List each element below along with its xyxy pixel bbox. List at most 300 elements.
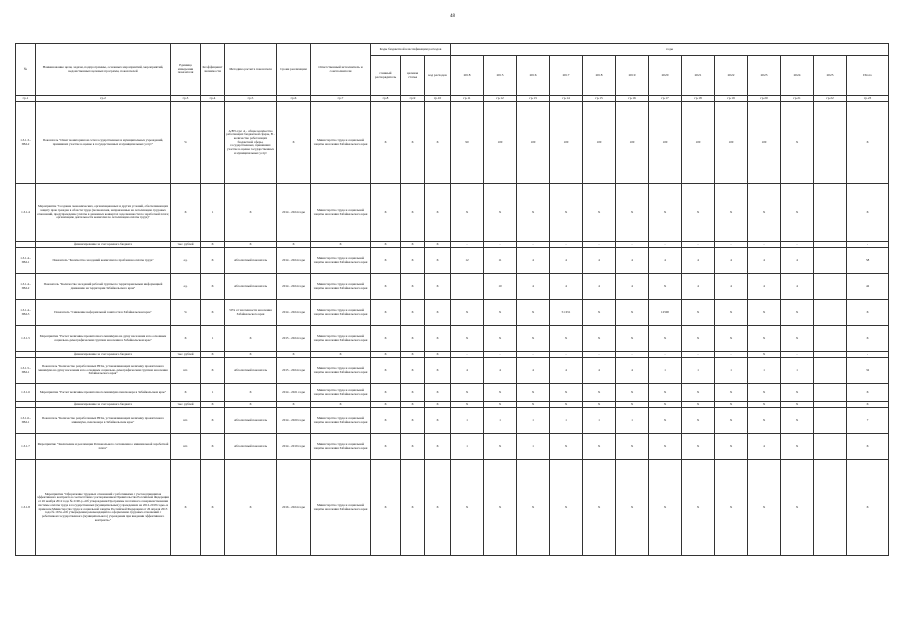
row-year-value: Х (484, 460, 517, 556)
header-year: 2018 (583, 56, 616, 96)
row-method: Х (225, 384, 277, 402)
row-number: 1.3.1.4.-ПМ-3 (16, 300, 36, 326)
row-year-value: Х (517, 326, 550, 352)
row-year-value: 1 (748, 358, 781, 384)
row-method: А/В% где: А - общее количество работающих бюджетной сферы, В - количество работающих бюджетной сферы, государственных, принявших участие в оценке государственных и муниципальных услуг (225, 102, 277, 184)
row-number: 1.3.1.6 (16, 384, 36, 402)
row-year-value: Х (484, 434, 517, 460)
row-method: Абсолютный показатель (225, 248, 277, 274)
column-number: гр.19 (715, 96, 748, 102)
row-period: 2014 - 2019 годы (277, 434, 311, 460)
row-year-value: Х (583, 300, 616, 326)
row-year-value: Х (484, 300, 517, 326)
row-year-value: 1 (616, 408, 649, 434)
row-year-value: Х (748, 352, 781, 358)
row-code: Х (401, 408, 425, 434)
row-name: Мероприятие "Создание экономических, организационных и других условий, обеспечивающих защиту прав граждан в области труда (полномочия, направленные на легализацию трудовых отношений, предупреждение уплаты в денежных конвертах задолженности по заработной плате; организацию деятельности комиссии по легализации оплаты труда)" (36, 184, 171, 242)
row-year-value: 4 (550, 274, 583, 300)
row-year-value: 100 (682, 102, 715, 184)
row-year-value: Х (550, 434, 583, 460)
row-year-value: Х (781, 326, 814, 352)
row-total: Х (847, 434, 889, 460)
row-year-value: 11 (484, 248, 517, 274)
row-year-value: 4 (616, 358, 649, 384)
row-period: Х (277, 242, 311, 248)
row-responsible: Х (311, 352, 371, 358)
table-row (16, 326, 889, 352)
row-method: Абсолютный показатель (225, 358, 277, 384)
row-year-value: - (517, 352, 550, 358)
row-year-value: - (781, 242, 814, 248)
row-year-value: Х (517, 384, 550, 402)
header-year: 2022 (715, 56, 748, 96)
row-year-value: Х (715, 300, 748, 326)
row-method: Х (225, 184, 277, 242)
row-year-value: 12500 (649, 300, 682, 326)
row-year-value: Х (649, 408, 682, 434)
row-coef: 1 (201, 326, 225, 352)
row-year-value: Х (748, 300, 781, 326)
page-number: 48 (450, 14, 455, 19)
row-period: 2014 - 2024 годы (277, 248, 311, 274)
row-responsible: Х (311, 242, 371, 248)
column-number: гр.11 (451, 96, 484, 102)
row-code: Х (401, 358, 425, 384)
row-year-value: 4 (583, 248, 616, 274)
row-year-value: - (550, 352, 583, 358)
row-year-value: 1 (517, 434, 550, 460)
row-year-value: - (616, 242, 649, 248)
row-code: Х (425, 242, 451, 248)
row-year-value: 1 (484, 408, 517, 434)
row-year-value: 4 (748, 434, 781, 460)
row-total: 42 (847, 274, 889, 300)
row-year-value: 4 (682, 274, 715, 300)
row-year-value: Х (649, 274, 682, 300)
row-year-value: Х (781, 460, 814, 556)
row-total: Х (847, 300, 889, 326)
row-year-value: Х (715, 460, 748, 556)
row-code: Х (371, 434, 401, 460)
header-year: 2021 (682, 56, 715, 96)
row-year-value (814, 184, 847, 242)
row-coef: Х (201, 434, 225, 460)
column-number: гр.23 (847, 96, 889, 102)
row-code: Х (425, 326, 451, 352)
row-responsible: Министерство труда и социальной защиты населения Забайкальского края (311, 434, 371, 460)
row-year-value (814, 408, 847, 434)
row-year-value: Х (583, 326, 616, 352)
row-year-value: 4 (715, 248, 748, 274)
row-responsible: Министерство труда и социальной защиты населения Забайкальского края (311, 408, 371, 434)
row-coef (201, 102, 225, 184)
row-name: финансирование за счет краевого бюджета (36, 352, 171, 358)
row-total: Х (847, 184, 889, 242)
header-coef: Коэффициент значимости (201, 44, 225, 96)
row-unit: ед. (171, 248, 201, 274)
row-year-value: Х (682, 402, 715, 408)
row-code: Х (425, 102, 451, 184)
row-code: Х (371, 352, 401, 358)
row-total: Х (847, 384, 889, 402)
column-number: гр.22 (814, 96, 847, 102)
row-year-value: Х (649, 402, 682, 408)
row-year-value (814, 248, 847, 274)
row-method: Абсолютный показатель (225, 274, 277, 300)
row-code: Х (371, 460, 401, 556)
header-year: 2024 (781, 56, 814, 96)
row-period: 2015 - 2024 годы (277, 358, 311, 384)
row-coef: Х (201, 408, 225, 434)
row-coef: 1 (201, 184, 225, 242)
row-year-value: Х (649, 326, 682, 352)
row-year-value (814, 434, 847, 460)
row-name: Мероприятие "Заключение и реализация Регионального соглашения о минимальной заработной плате" (36, 434, 171, 460)
row-year-value: Х (583, 384, 616, 402)
row-year-value (814, 460, 847, 556)
row-code: Х (371, 408, 401, 434)
row-responsible: Министерство труда и социальной защиты населения Забайкальского края (311, 384, 371, 402)
row-year-value: Х (748, 184, 781, 242)
row-coef: Х (201, 242, 225, 248)
row-year-value: 4 (583, 274, 616, 300)
row-year-value: 10 (484, 274, 517, 300)
row-period: 2014 - 2024 годы (277, 274, 311, 300)
row-unit: ед. (171, 274, 201, 300)
row-year-value: 12 (451, 248, 484, 274)
row-unit: % (171, 300, 201, 326)
row-year-value: Х (517, 184, 550, 242)
header-total: Итого (847, 56, 889, 96)
row-year-value: Х (583, 460, 616, 556)
row-name: Показатель "Количество разработанных НПА, устанавливающих величину прожиточного минимума, пенсионера в Забайкальском крае" (36, 408, 171, 434)
row-coef: Х (201, 460, 225, 556)
row-year-value: 4 (781, 274, 814, 300)
row-code: Х (371, 242, 401, 248)
column-number: гр.6 (277, 96, 311, 102)
row-name: финансирование за счет краевого бюджета (36, 402, 171, 408)
row-year-value: Х (682, 326, 715, 352)
row-year-value: 4 (649, 248, 682, 274)
column-number: гр.15 (583, 96, 616, 102)
row-code: Х (425, 184, 451, 242)
row-year-value: 1 (649, 358, 682, 384)
header-code-sub: целевая статья (401, 56, 425, 96)
header-name: Наименование цели, задачи, подпрограммы, основных мероприятий, мероприятий, ведомственных целевых программ, показателей (36, 44, 171, 96)
row-year-value: - (715, 242, 748, 248)
row-year-value: - (484, 242, 517, 248)
row-code: Х (425, 384, 451, 402)
row-period: 2014 - 2020 годы (277, 408, 311, 434)
row-year-value: Х (616, 460, 649, 556)
row-year-value: Х (517, 402, 550, 408)
row-year-value: - (682, 242, 715, 248)
row-responsible: Министерство труда и социальной защиты населения Забайкальского края (311, 248, 371, 274)
row-year-value: Х (748, 326, 781, 352)
row-code: Х (425, 300, 451, 326)
row-total: 32 (847, 358, 889, 384)
header-year: 2015 (484, 56, 517, 96)
row-unit: % (171, 102, 201, 184)
row-responsible: Министерство труда и социальной защиты населения Забайкальского края (311, 326, 371, 352)
row-coef: Х (201, 248, 225, 274)
row-total: - (847, 352, 889, 358)
row-year-value: - (550, 242, 583, 248)
row-year-value: Х (550, 384, 583, 402)
row-code: Х (371, 248, 401, 274)
program-table (15, 43, 889, 556)
row-responsible: Министерство труда и социальной защиты населения Забайкальского края (311, 102, 371, 184)
row-coef: Х (201, 352, 225, 358)
row-year-value: - (748, 242, 781, 248)
row-code: Х (371, 300, 401, 326)
row-code: Х (401, 248, 425, 274)
row-year-value: 1 (583, 408, 616, 434)
row-year-value: Х (748, 402, 781, 408)
column-number: гр.20 (748, 96, 781, 102)
header-year: 2025 (814, 56, 847, 96)
row-number: 1.3.1.4.-ПМ-2 (16, 274, 36, 300)
table-row (16, 184, 889, 242)
row-year-value: Х (649, 434, 682, 460)
row-year-value: Х (748, 408, 781, 434)
row-name: Показатель "Количество заседаний рабочей группы по территориальным информацией движению на территории Забайкальского края" (36, 274, 171, 300)
row-year-value: 51 651 (550, 300, 583, 326)
row-code: Х (371, 274, 401, 300)
row-responsible: Министерство труда и социальной защиты населения Забайкальского края (311, 460, 371, 556)
row-number: 1.3.1.6.-ПМ-1 (16, 408, 36, 434)
column-number: гр.18 (682, 96, 715, 102)
row-responsible: Министерство труда и социальной защиты населения Забайкальского края (311, 300, 371, 326)
header-year: 2018 (451, 56, 484, 96)
header-responsible: Ответственный исполнитель и соисполнители (311, 44, 371, 96)
row-year-value: - (583, 242, 616, 248)
row-number: 1.3.1.8 (16, 460, 36, 556)
column-number: гр.2 (36, 96, 171, 102)
row-year-value: Х (616, 300, 649, 326)
row-unit: тыс. рублей (171, 242, 201, 248)
table-row (16, 384, 889, 402)
row-unit: тыс. рублей (171, 402, 201, 408)
row-year-value: Х (715, 184, 748, 242)
row-total: Х (847, 460, 889, 556)
row-year-value: Х (451, 384, 484, 402)
row-period: Х (277, 402, 311, 408)
row-year-value: Х (781, 300, 814, 326)
header-year: 2023 (748, 56, 781, 96)
header-year: 2020 (649, 56, 682, 96)
row-year-value: Х (682, 384, 715, 402)
row-method: Х (225, 460, 277, 556)
row-year-value: Х (649, 460, 682, 556)
row-period: 2014 - 2024 годы (277, 300, 311, 326)
row-code: Х (425, 402, 451, 408)
row-year-value: Х (781, 184, 814, 242)
row-period: 2014 - 2024 годы (277, 184, 311, 242)
row-year-value: - (484, 352, 517, 358)
row-year-value: - (715, 352, 748, 358)
row-year-value: Х (517, 460, 550, 556)
row-year-value: 4 (451, 358, 484, 384)
row-year-value: 90 (451, 102, 484, 184)
row-year-value (451, 274, 484, 300)
row-year-value: Х (781, 408, 814, 434)
row-code: Х (425, 274, 451, 300)
row-year-value: 4 (616, 248, 649, 274)
row-year-value: 4 (781, 248, 814, 274)
row-year-value: Х (616, 434, 649, 460)
row-year-value: Х (781, 402, 814, 408)
column-number: гр.9 (401, 96, 425, 102)
row-year-value: Х (550, 326, 583, 352)
row-year-value: 1 (715, 358, 748, 384)
row-year-value: 4 (748, 274, 781, 300)
row-name: Мероприятие "Расчет величины прожиточного минимума пенсионера в Забайкальском крае" (36, 384, 171, 402)
row-year-value: - (517, 242, 550, 248)
row-year-value: Х (451, 184, 484, 242)
row-unit: Х (171, 384, 201, 402)
header-num: № (16, 44, 36, 96)
row-year-value: Х (583, 434, 616, 460)
row-code: Х (425, 352, 451, 358)
row-year-value: 4 (682, 248, 715, 274)
table-row (16, 300, 889, 326)
row-code: Х (401, 402, 425, 408)
row-responsible: Министерство труда и социальной защиты населения Забайкальского края (311, 274, 371, 300)
header-code-sub: код расходов (425, 56, 451, 96)
row-year-value: Х (451, 402, 484, 408)
row-code: Х (371, 384, 401, 402)
row-year-value: Х (583, 402, 616, 408)
row-year-value: - (649, 352, 682, 358)
row-year-value: 4 (583, 358, 616, 384)
column-number: гр.12 (484, 96, 517, 102)
row-method: Х (225, 242, 277, 248)
row-number: 1.3.1.4.-ПМ-1 (16, 248, 36, 274)
row-year-value: 4 (484, 358, 517, 384)
row-year-value: - (583, 352, 616, 358)
row-year-value: - (451, 352, 484, 358)
row-year-value: 100 (715, 102, 748, 184)
row-coef: Х (201, 358, 225, 384)
row-code: Х (425, 408, 451, 434)
row-year-value: 1 (451, 434, 484, 460)
row-code: Х (425, 434, 451, 460)
row-year-value: Х (682, 460, 715, 556)
table-row (16, 248, 889, 274)
row-total: 58 (847, 248, 889, 274)
row-year-value: Х (682, 434, 715, 460)
column-number: гр.21 (781, 96, 814, 102)
row-unit: Х (171, 184, 201, 242)
row-name: Показатель "Количество заседаний комиссии по проблемам оплаты труда" (36, 248, 171, 274)
header-budget-codes: Коды бюджетной классификации расходов (371, 44, 451, 56)
row-method: Абсолютный показатель (225, 408, 277, 434)
row-year-value: 100 (517, 102, 550, 184)
header-year: 2017 (550, 56, 583, 96)
row-year-value: Х (484, 184, 517, 242)
row-code: Х (401, 384, 425, 402)
row-year-value: 100 (583, 102, 616, 184)
row-year-value: 4 (517, 248, 550, 274)
row-responsible: Министерство труда и социальной защиты населения Забайкальского края (311, 358, 371, 384)
row-responsible: Министерство труда и социальной защиты населения Забайкальского края (311, 184, 371, 242)
row-year-value: 4 (550, 358, 583, 384)
row-total: Х (847, 402, 889, 408)
column-number: гр.16 (616, 96, 649, 102)
row-number: 1.3.1.5 (16, 326, 36, 352)
row-year-value (814, 358, 847, 384)
row-year-value: Х (451, 460, 484, 556)
column-number: гр.10 (425, 96, 451, 102)
row-year-value: Х (748, 384, 781, 402)
row-name: Мероприятие "Расчет величины прожиточного минимума на душу населения и по основным социально-демографическим группам населения в Забайкальском крае" (36, 326, 171, 352)
row-year-value: Х (451, 300, 484, 326)
row-year-value: 4 (748, 248, 781, 274)
row-number: 1.3.1.4 (16, 184, 36, 242)
row-year-value: Х (715, 384, 748, 402)
column-number: гр.17 (649, 96, 682, 102)
row-method: Х (225, 326, 277, 352)
row-year-value: Х (484, 402, 517, 408)
row-code: Х (401, 274, 425, 300)
row-year-value: 1 (781, 358, 814, 384)
row-year-value: Х (616, 184, 649, 242)
row-code: Х (401, 242, 425, 248)
row-year-value: 4 (517, 274, 550, 300)
column-number: гр.8 (371, 96, 401, 102)
row-code: Х (371, 402, 401, 408)
table-row (16, 460, 889, 556)
row-year-value: Х (484, 384, 517, 402)
table-row (16, 434, 889, 460)
table-row (16, 408, 889, 434)
row-year-value: 1 (682, 358, 715, 384)
row-year-value (814, 274, 847, 300)
row-year-value (814, 300, 847, 326)
row-code: Х (401, 184, 425, 242)
row-year-value: 4 (517, 358, 550, 384)
row-code: Х (401, 434, 425, 460)
column-number: гр.4 (201, 96, 225, 102)
column-number: гр.13 (517, 96, 550, 102)
row-period: 2016 - 2024 годы (277, 460, 311, 556)
row-year-value: Х (616, 384, 649, 402)
header-method: Методика расчета показателя (225, 44, 277, 96)
row-code: Х (371, 184, 401, 242)
row-number: 1.3.1.3.-ПМ-2 (16, 102, 36, 184)
row-total: - (847, 242, 889, 248)
row-year-value: Х (649, 384, 682, 402)
table-row (16, 358, 889, 384)
header-code-sub: главный распорядитель (371, 56, 401, 96)
row-code: Х (401, 300, 425, 326)
row-year-value: 100 (616, 102, 649, 184)
row-total: Х (847, 326, 889, 352)
row-year-value: 1 (451, 408, 484, 434)
row-year-value: Х (682, 300, 715, 326)
row-year-value: Х (781, 102, 814, 184)
row-year-value (814, 326, 847, 352)
row-year-value: 100 (484, 102, 517, 184)
row-unit: тыс. рублей (171, 352, 201, 358)
row-unit: шт. (171, 358, 201, 384)
row-year-value: Х (715, 434, 748, 460)
header-year: 2019 (616, 56, 649, 96)
row-year-value (814, 384, 847, 402)
row-year-value: Х (748, 460, 781, 556)
row-year-value: Х (715, 402, 748, 408)
